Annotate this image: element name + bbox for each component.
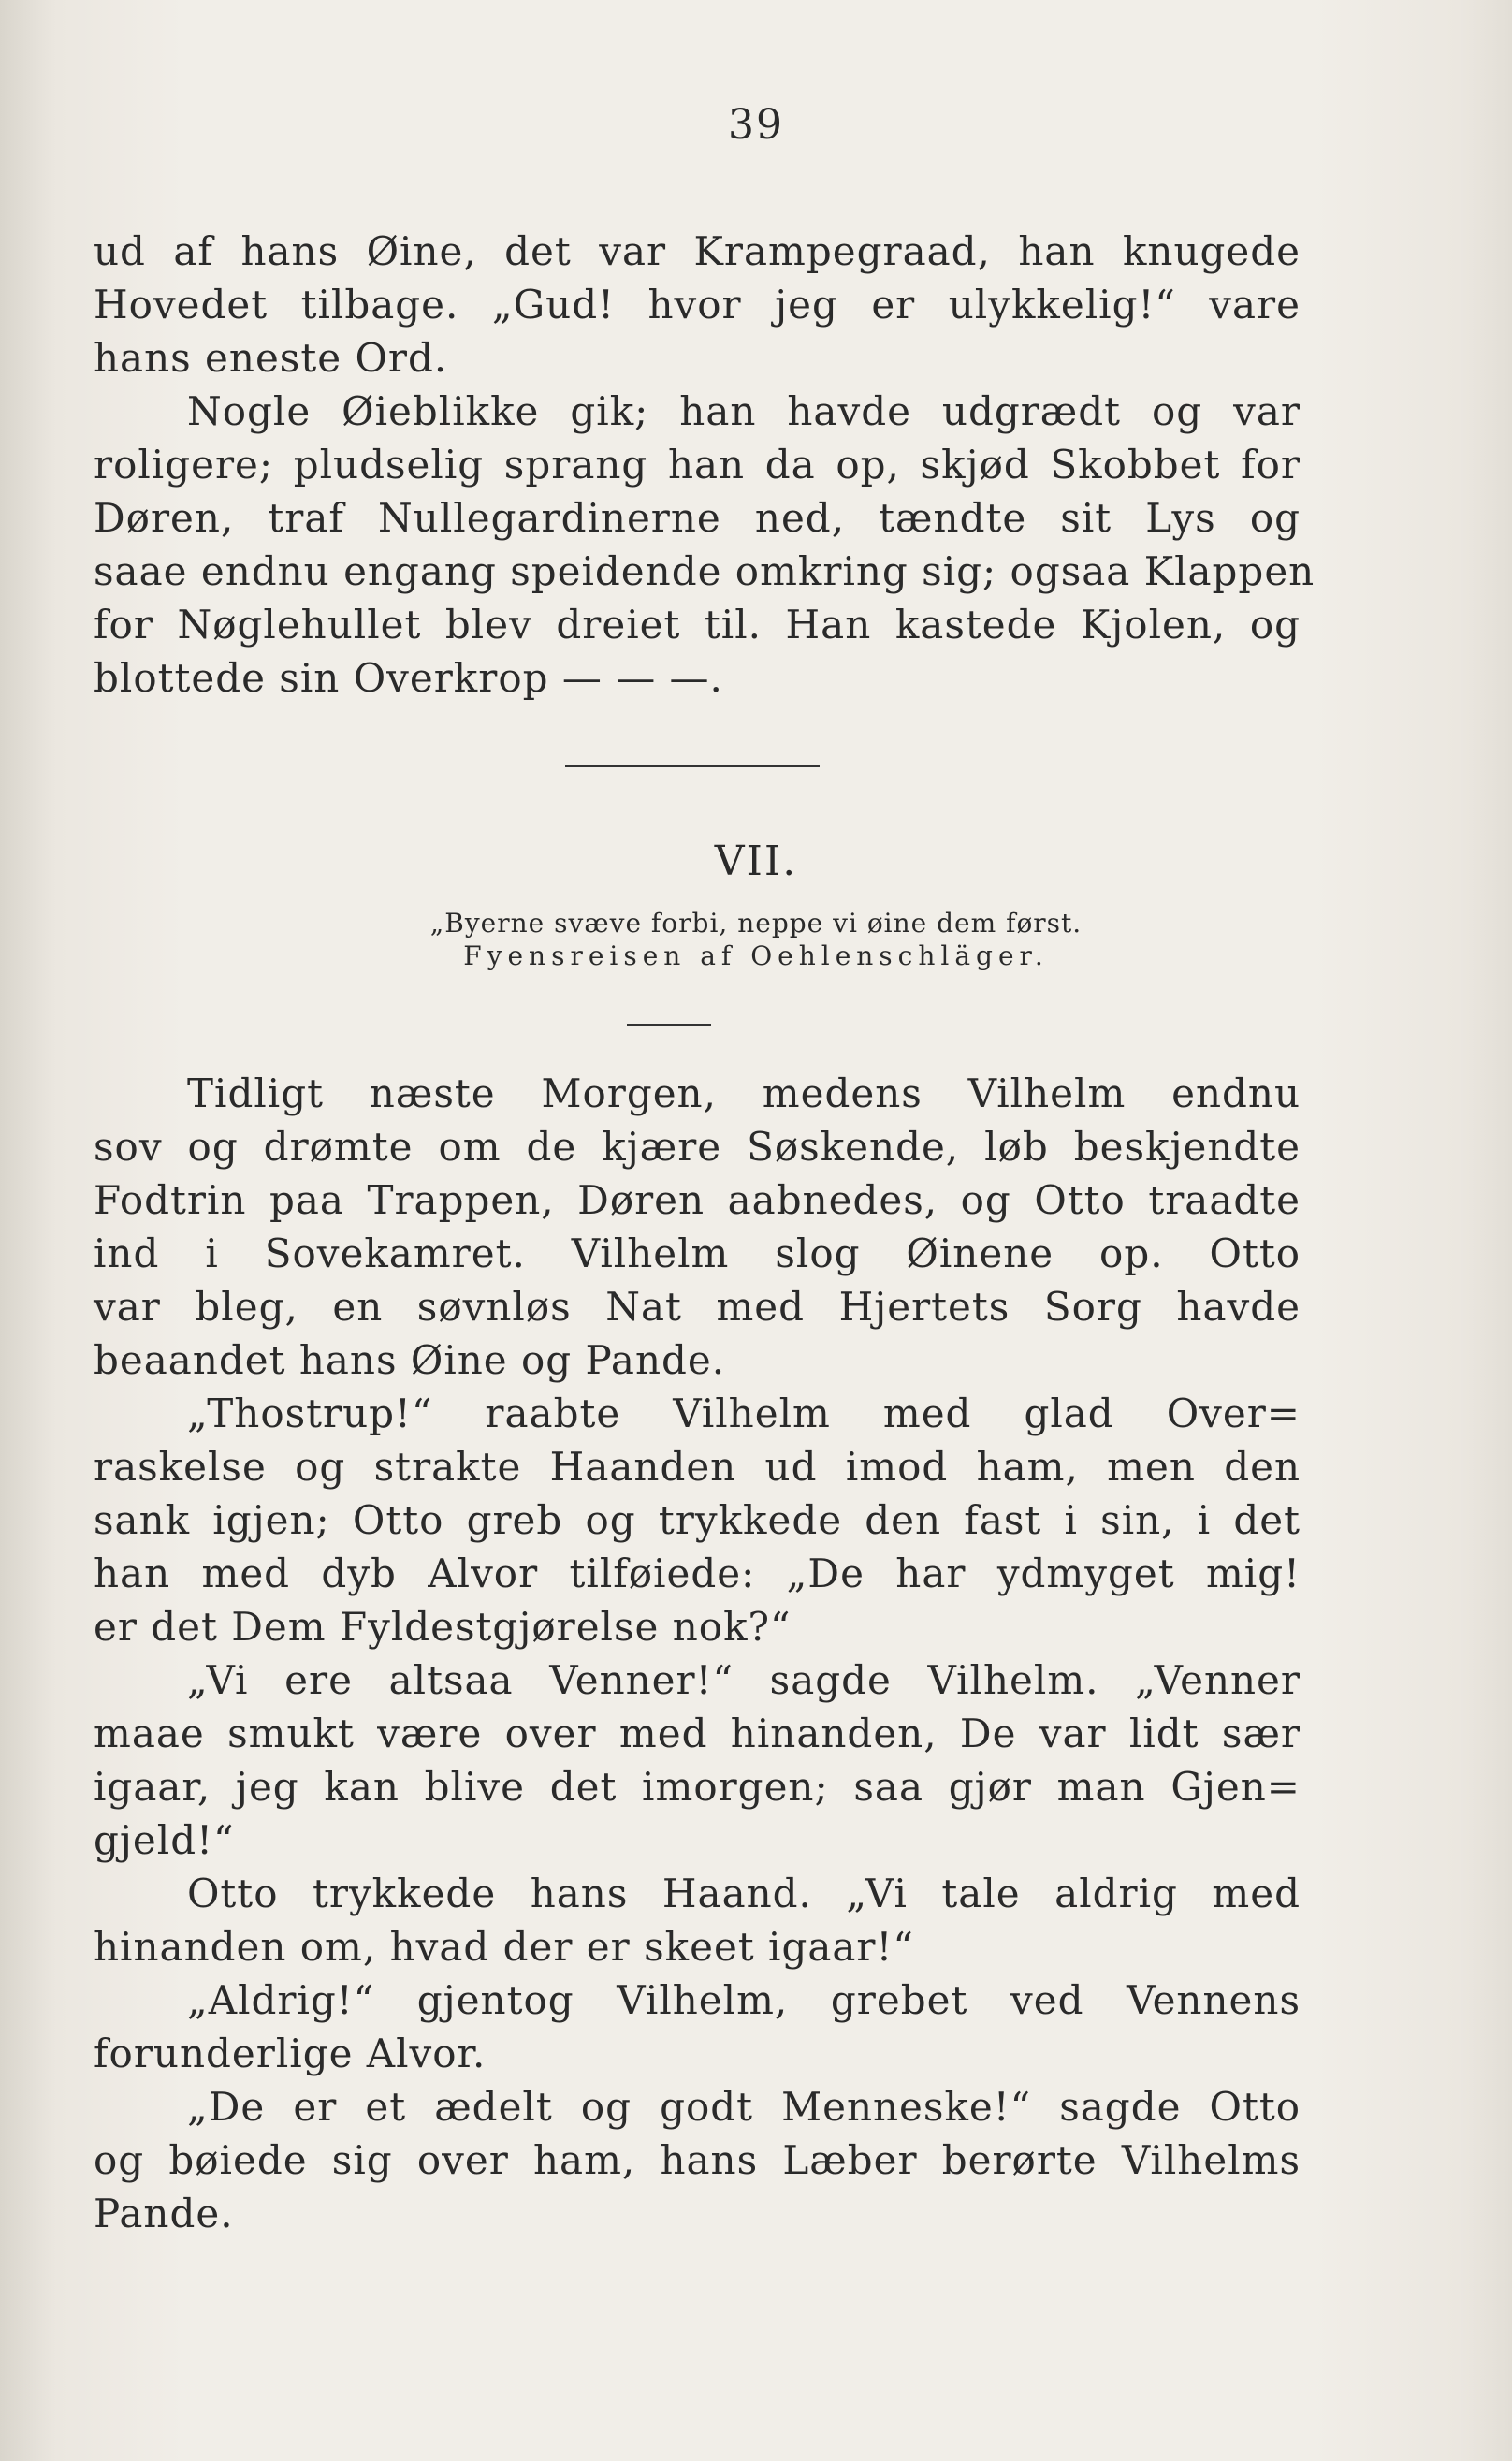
page-number: 39 <box>728 101 784 149</box>
text-line: forunderlige Alvor. <box>94 2031 487 2076</box>
text-line: Hovedet tilbage. „Gud! hvor jeg er ulykkelig!“ vare <box>94 282 1301 328</box>
text-line: gjeld!“ <box>94 1817 235 1863</box>
section-divider <box>565 765 820 767</box>
text-line: er det Dem Fyldestgjørelse nok?“ <box>94 1604 792 1650</box>
text-line: sov og drømte om de kjære Søskende, løb beskjendte <box>94 1124 1301 1170</box>
text-line: saae endnu engang speidende omkring sig; ogsaa Klappen <box>94 548 1316 594</box>
text-line: raskelse og strakte Haanden ud imod ham, men den <box>94 1444 1301 1490</box>
text-line: og bøiede sig over ham, hans Læber berørte Vilhelms <box>94 2137 1301 2183</box>
text-line: Otto trykkede hans Haand. „Vi tale aldrig med <box>187 1871 1301 1916</box>
text-line: for Nøglehullet blev dreiet til. Han kastede Kjolen, og <box>94 602 1301 648</box>
text-line: hans eneste Ord. <box>94 335 448 381</box>
text-line: var bleg, en søvnløs Nat med Hjertets Sorg havde <box>94 1284 1301 1330</box>
text-line: „Aldrig!“ gjentog Vilhelm, grebet ved Vennens <box>187 1977 1301 2023</box>
epigraph-quote: „Byerne svæve forbi, neppe vi øine dem først. <box>429 908 1083 939</box>
text-line: blottede sin Overkrop — — —. <box>94 655 723 701</box>
text-line: hinanden om, hvad der er skeet igaar!“ <box>94 1924 914 1970</box>
text-line: „Vi ere altsaa Venner!“ sagde Vilhelm. „Venner <box>187 1657 1301 1703</box>
text-line: beaandet hans Øine og Pande. <box>94 1337 726 1383</box>
text-line: Fodtrin paa Trappen, Døren aabnedes, og Otto traadte <box>94 1177 1301 1223</box>
text-line: han med dyb Alvor tilføiede: „De har ydmyget mig! <box>94 1551 1301 1596</box>
epigraph-source: Fyensreisen af Oehlenschläger. <box>463 940 1049 971</box>
text-line: igaar, jeg kan blive det imorgen; saa gjør man Gjen= <box>94 1764 1301 1810</box>
section-two <box>94 1067 1301 2240</box>
text-line: roligere; pludselig sprang han da op, skjød Skobbet for <box>94 442 1301 488</box>
text-line: maae smukt være over med hinanden, De var lidt sær <box>94 1711 1301 1756</box>
chapter-title: VII. <box>714 837 798 885</box>
text-line: „Thostrup!“ raabte Vilhelm med glad Over= <box>187 1391 1301 1436</box>
text-line: Nogle Øieblikke gik; han havde udgrædt og var <box>187 388 1301 434</box>
text-line: ind i Sovekamret. Vilhelm slog Øinene op. Otto <box>94 1230 1301 1276</box>
text-line: Døren, traf Nullegardinerne ned, tændte sit Lys og <box>94 495 1301 541</box>
text-line: sank igjen; Otto greb og trykkede den fast i sin, i det <box>94 1497 1301 1543</box>
text-line: Pande. <box>94 2191 234 2236</box>
epigraph-divider <box>627 1024 711 1026</box>
text-line: Tidligt næste Morgen, medens Vilhelm endnu <box>187 1070 1301 1116</box>
section-one <box>94 225 1316 705</box>
text-line: ud af hans Øine, det var Krampegraad, han knugede <box>94 228 1301 274</box>
text-line: „De er et ædelt og godt Menneske!“ sagde Otto <box>187 2084 1301 2130</box>
